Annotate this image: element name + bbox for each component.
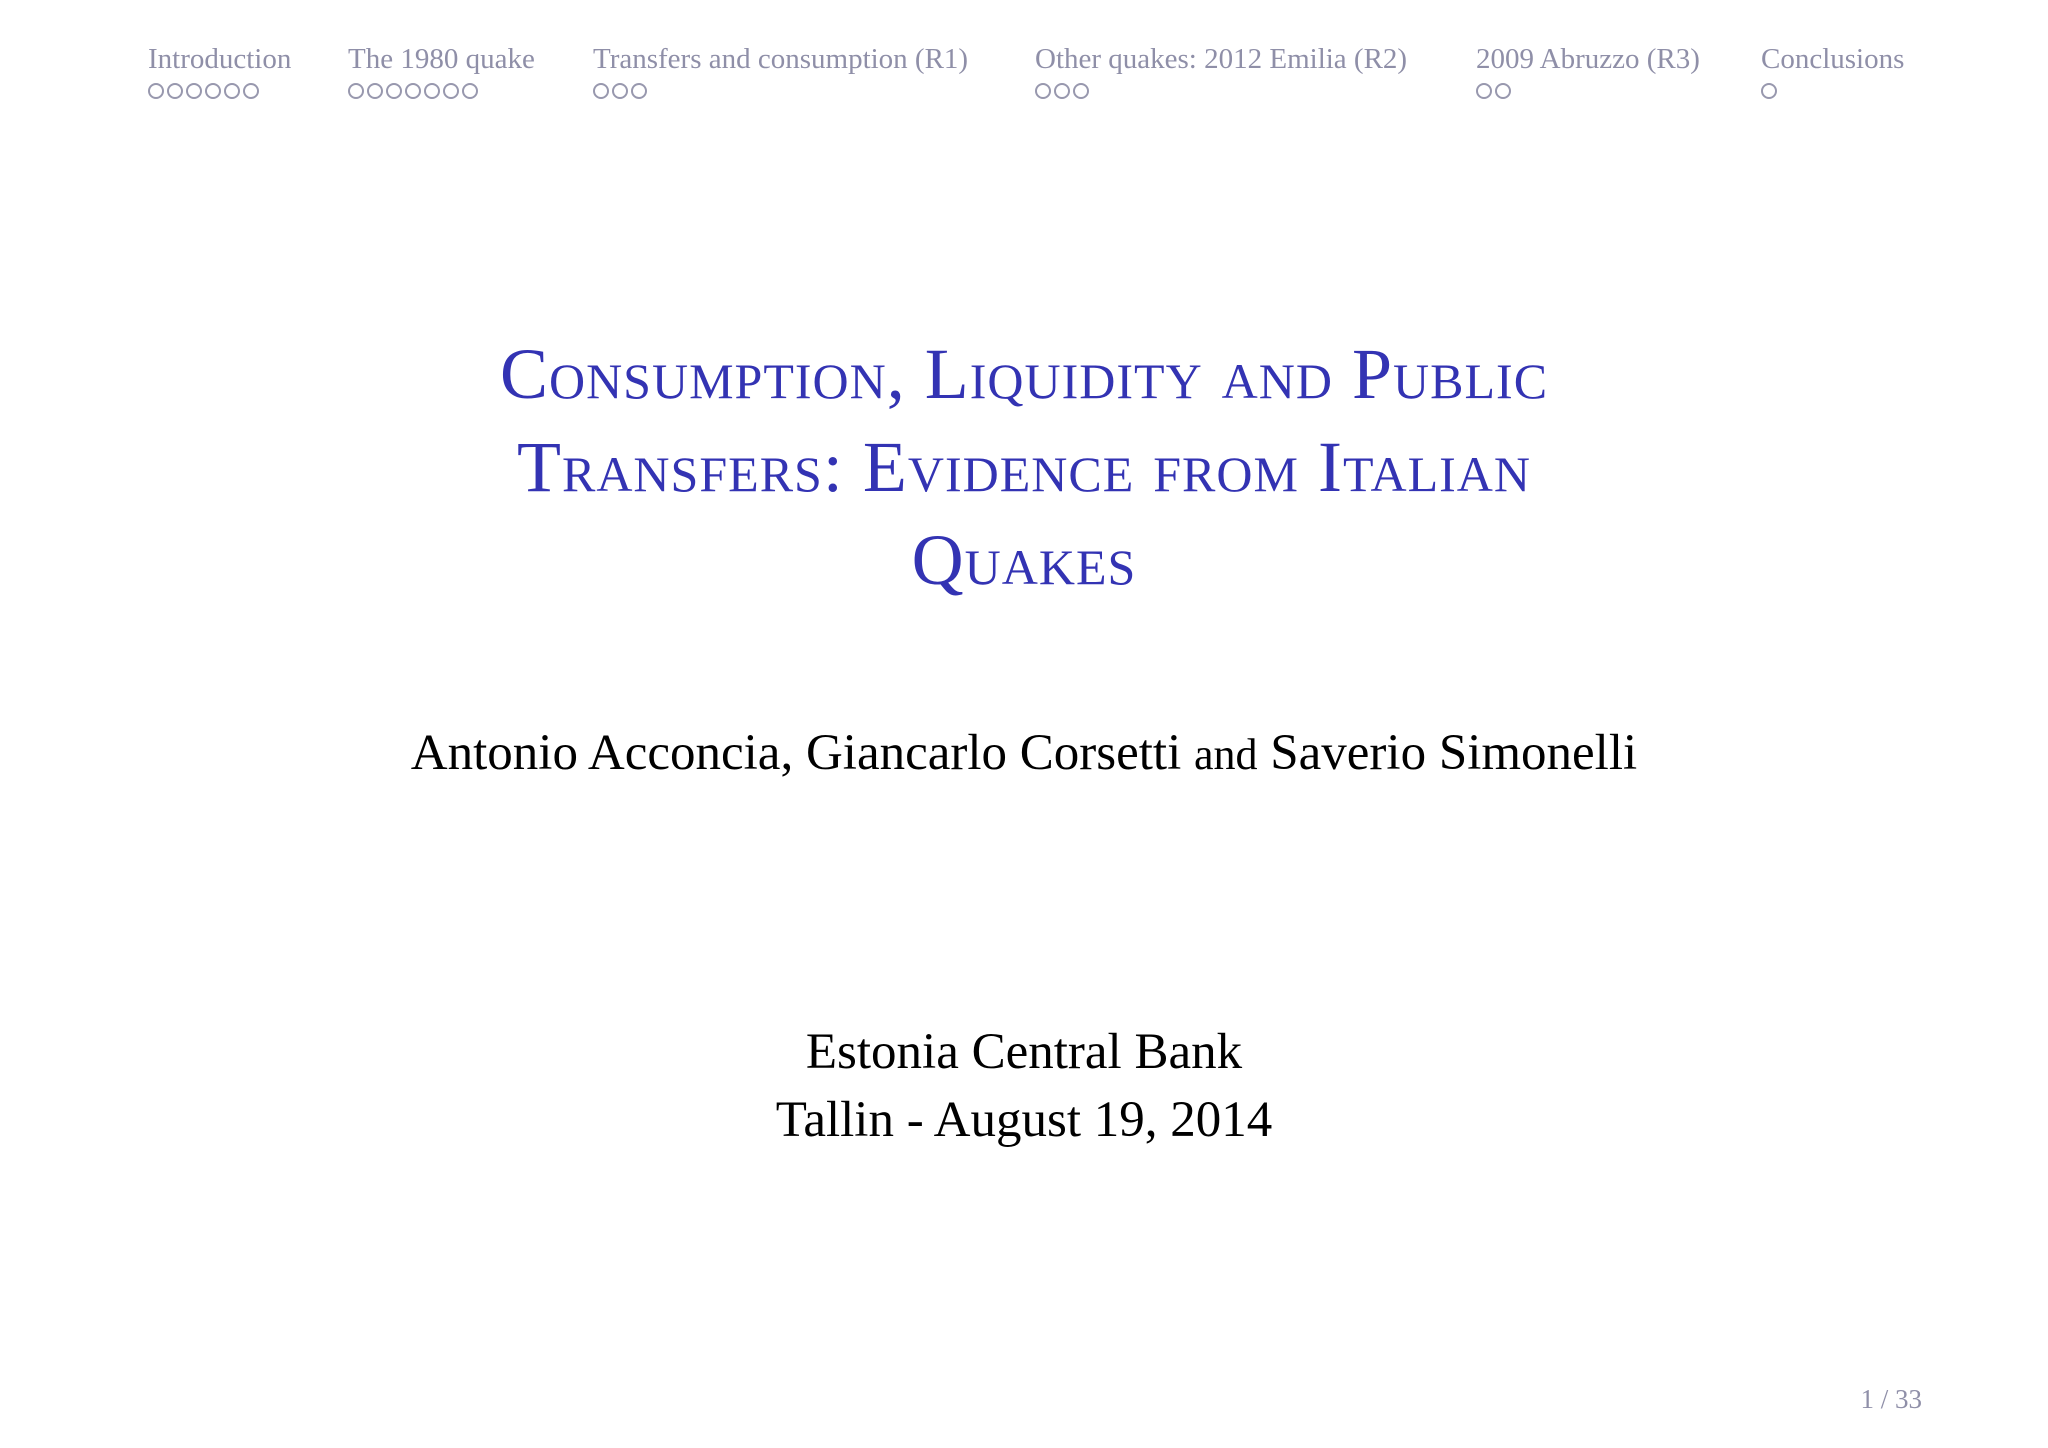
nav-frame-dot[interactable]: [1476, 83, 1492, 99]
nav-section-conclusions[interactable]: [1761, 42, 1904, 99]
author-name-last: Saverio Simonelli: [1270, 725, 1638, 781]
section-navigation: [0, 0, 2048, 120]
nav-frame-dot[interactable]: [348, 83, 364, 99]
nav-frame-dot[interactable]: [612, 83, 628, 99]
nav-section-label[interactable]: Other quakes: 2012 Emilia (R2): [1035, 43, 1408, 75]
nav-section-other-quakes-emilia[interactable]: [1035, 42, 1407, 99]
venue-block: [324, 1018, 1724, 1154]
nav-frame-dots: [1476, 83, 1700, 99]
nav-frame-dot[interactable]: [367, 83, 383, 99]
slide-title-line-3: Quakes: [911, 520, 1137, 600]
slide-title-line-1: Consumption, Liquidity and Public: [499, 334, 1549, 414]
slide-title: [224, 328, 1824, 607]
nav-frame-dot[interactable]: [1761, 83, 1777, 99]
nav-frame-dots: [348, 83, 535, 99]
page-number: 1 / 33: [1860, 1384, 1922, 1414]
nav-frame-dot[interactable]: [386, 83, 402, 99]
nav-frame-dot[interactable]: [462, 83, 478, 99]
nav-frame-dot[interactable]: [1054, 83, 1070, 99]
nav-section-label[interactable]: Introduction: [148, 43, 292, 75]
author-list: [124, 722, 1924, 786]
nav-frame-dot[interactable]: [593, 83, 609, 99]
nav-frame-dot[interactable]: [224, 83, 240, 99]
nav-section-label[interactable]: Conclusions: [1761, 43, 1905, 75]
author-names-first: Antonio Acconcia, Giancarlo Corsetti: [410, 725, 1182, 781]
nav-frame-dot[interactable]: [148, 83, 164, 99]
nav-frame-dot[interactable]: [1495, 83, 1511, 99]
nav-frame-dot[interactable]: [443, 83, 459, 99]
nav-frame-dot[interactable]: [186, 83, 202, 99]
venue-place-date: Tallin - August 19, 2014: [775, 1092, 1273, 1148]
nav-section-transfers-consumption[interactable]: [593, 42, 968, 99]
nav-frame-dots: [1035, 83, 1407, 99]
venue-institution: Estonia Central Bank: [805, 1024, 1243, 1080]
nav-frame-dots: [593, 83, 968, 99]
nav-frame-dot[interactable]: [405, 83, 421, 99]
nav-frame-dot[interactable]: [631, 83, 647, 99]
nav-section-abruzzo[interactable]: [1476, 42, 1700, 99]
nav-frame-dot[interactable]: [1073, 83, 1089, 99]
author-conjunction: and: [1194, 730, 1258, 779]
nav-frame-dot[interactable]: [243, 83, 259, 99]
nav-section-1980-quake[interactable]: [348, 42, 535, 99]
slide-title-line-2: Transfers: Evidence from Italian: [516, 427, 1531, 507]
nav-frame-dot[interactable]: [167, 83, 183, 99]
nav-frame-dot[interactable]: [205, 83, 221, 99]
nav-frame-dot[interactable]: [424, 83, 440, 99]
nav-section-label[interactable]: The 1980 quake: [348, 43, 535, 75]
nav-section-label[interactable]: 2009 Abruzzo (R3): [1476, 43, 1700, 75]
nav-section-introduction[interactable]: [148, 42, 291, 99]
nav-section-label[interactable]: Transfers and consumption (R1): [593, 43, 969, 75]
nav-frame-dots: [1761, 83, 1904, 99]
nav-frame-dot[interactable]: [1035, 83, 1051, 99]
nav-frame-dots: [148, 83, 291, 99]
